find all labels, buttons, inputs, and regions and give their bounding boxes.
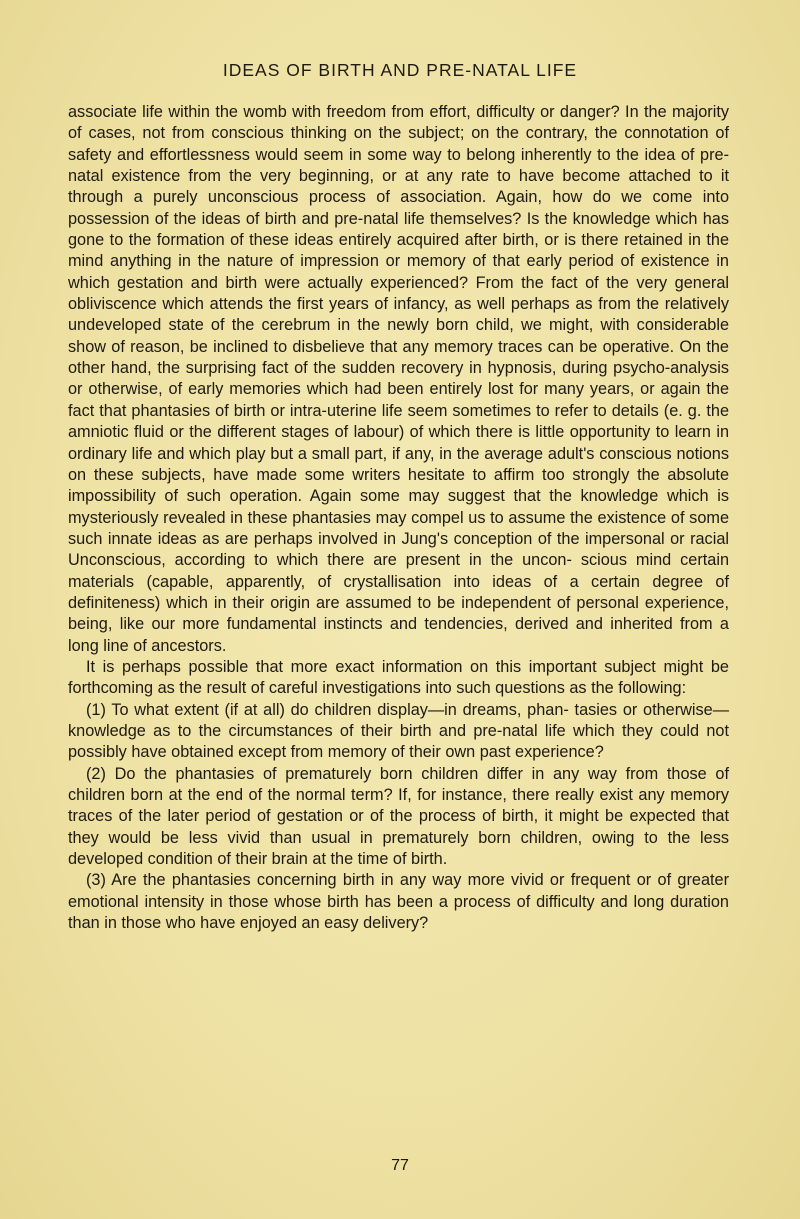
question-1: (1) To what extent (if at all) do children display—in dreams, phan- tasies or otherwise—knowledge as to the circumstances of their birth and pre-natal life which they could not possibly have obtained except from memory of their own past experience? <box>68 700 729 762</box>
question-3: (3) Are the phantasies concerning birth in any way more vivid or frequent or of greater emotional intensity in those whose birth has been a process of difficulty and long duration than in those who have enjoyed an easy delivery? <box>68 871 729 933</box>
body-text <box>68 102 729 934</box>
paragraph-intro-questions: It is perhaps possible that more exact information on this important subject might be forthcoming as the result of careful investigations into such questions as the following: <box>68 657 729 698</box>
paragraph-continuation: associate life within the womb with freedom from effort, difficulty or danger? In the majority of cases, not from conscious thinking on the subject; on the contrary, the connotation of safety and effortlessness would seem in some way to belong inherently to the idea of pre-natal existence from the very beginning, or at any rate to have become attached to it through a purely unconscious process of association. Again, how do we come into possession of the ideas of birth and pre-natal life themselves? Is the knowledge which has gone to the formation of these ideas entirely acquired after birth, or is there retained in the mind anything in the nature of impression or memory of that early period of existence in which gestation and birth were actually experienced? From the fact of the very general obliviscence which attends the first years of infancy, as well perhaps as from the relatively undeveloped state of the cerebrum in the newly born child, we might, with considerable show of reason, be inclined to disbelieve that any memory traces can be operative. On the other hand, the surprising fact of the sudden recovery in hypnosis, during psycho-analysis or otherwise, of early memories which had been entirely lost for many years, or again the fact that phantasies of birth or intra-uterine life seem sometimes to refer to details (e. g. the amniotic fluid or the different stages of labour) of which there is little opportunity to learn in ordinary life and which play but a small part, if any, in the average adult's conscious notions on these subjects, have made some writers hesitate to affirm too strongly the absolute impossibility of such operation. Again some may suggest that the knowledge which is mysteriously revealed in these phantasies may compel us to assume the existence of some such innate ideas as are perhaps involved in Jung's conception of the impersonal or racial Unconscious, according to which there are present in the uncon- scious mind certain materials (capable, apparently, of crystallisation into ideas of a certain degree of definiteness) which in their origin are assumed to be independent of personal experience, being, like our more fundamental instincts and tendencies, derived and inherited from a long line of ancestors. <box>68 103 729 655</box>
running-title: IDEAS OF BIRTH AND PRE-NATAL LIFE <box>222 60 578 80</box>
page-number: 77 <box>391 1157 409 1174</box>
question-2: (2) Do the phantasies of prematurely born children differ in any way from those of children born at the end of the normal term? If, for instance, there really exist any memory traces of the later period of gestation or of the process of birth, it might be expected that they would be less vivid than usual in prematurely born children, owing to the less developed condition of their brain at the time of birth. <box>68 764 729 869</box>
